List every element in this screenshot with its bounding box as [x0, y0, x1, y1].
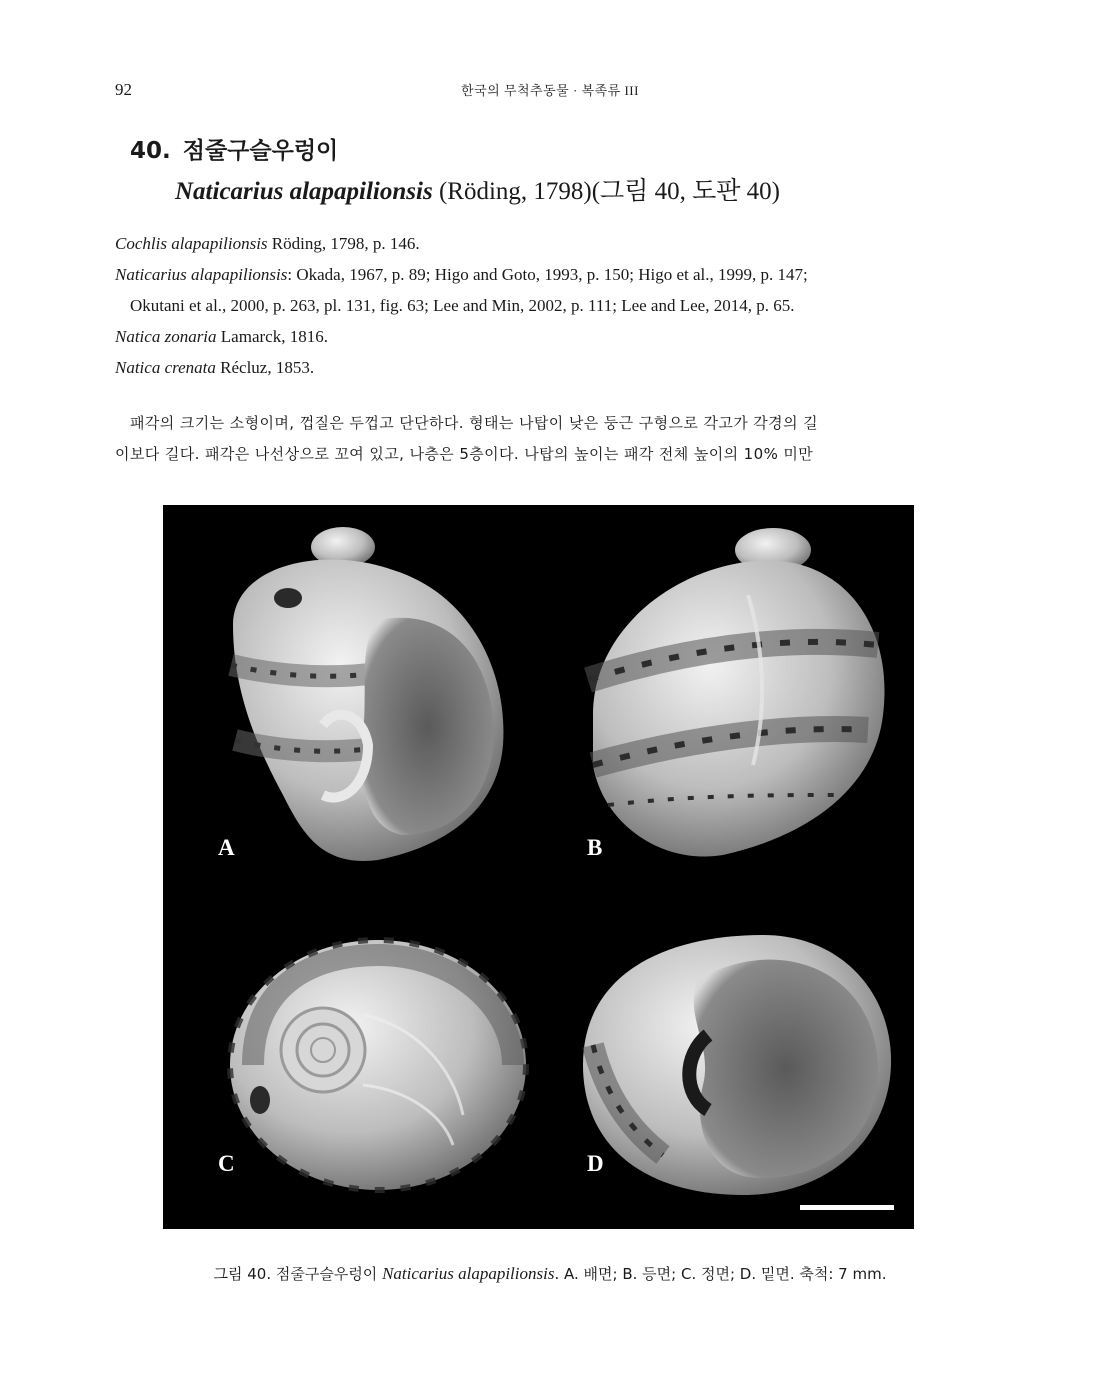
- panel-label-a: A: [218, 835, 235, 860]
- shell-figure-plate: [163, 505, 914, 1229]
- synonym-taxon: Naticarius alapapilionsis: [115, 265, 288, 284]
- figure-caption: [0, 1263, 1100, 1284]
- synonym-citation: Récluz, 1853.: [215, 358, 315, 377]
- synonym-entry: [115, 228, 995, 259]
- description-line: 이보다 길다. 패각은 나선상으로 꼬여 있고, 나층은 5층이다. 나탑의 높이는 패각 전체 높이의 10% 미만: [115, 445, 814, 463]
- caption-prefix: 그림 40. 점줄구슬우렁이: [213, 1265, 383, 1283]
- title-korean-line: [130, 132, 780, 165]
- synonymy-list: [115, 228, 995, 383]
- synonym-taxon: Natica zonaria: [115, 327, 217, 346]
- caption-scientific-name: Naticarius alapapilionsis: [382, 1264, 555, 1283]
- shell-a: [231, 527, 503, 861]
- synonym-entry-continued: [115, 290, 995, 321]
- synonym-citation: Röding, 1798, p. 146.: [267, 234, 420, 253]
- caption-views: . A. 배면; B. 등면; C. 정면; D. 밑면. 축척: 7 mm.: [554, 1265, 887, 1283]
- scale-bar: [800, 1205, 894, 1210]
- figure-plate-reference: (그림 40, 도판 40): [591, 178, 780, 205]
- synonym-taxon: Natica crenata: [115, 358, 216, 377]
- panel-label-b: B: [587, 835, 603, 860]
- synonym-entry: [115, 352, 995, 383]
- species-number: 40.: [130, 138, 171, 164]
- korean-name: 점줄구슬우렁이: [182, 138, 339, 164]
- panel-label-c: C: [218, 1151, 235, 1176]
- synonym-taxon: Cochlis alapapilionsis: [115, 234, 268, 253]
- panel-label-d: D: [587, 1151, 604, 1176]
- shell-c: [230, 940, 526, 1190]
- shell-d: [583, 935, 891, 1195]
- description-line: 패각의 크기는 소형이며, 껍질은 두껍고 단단하다. 형태는 나탑이 낮은 둥근 구형으로 각고가 각경의 길: [130, 414, 819, 432]
- running-header: 한국의 무척추동물 · 복족류 III: [461, 83, 639, 98]
- synonym-citation: Lamarck, 1816.: [216, 327, 328, 346]
- description-paragraph: [115, 408, 973, 470]
- shell-b: [588, 528, 885, 857]
- scientific-name: Naticarius alapapilionsis: [175, 178, 433, 205]
- shell-photographs: [163, 505, 914, 1229]
- synonym-entry: [115, 259, 995, 290]
- species-title: [130, 132, 780, 207]
- synonym-entry: [115, 321, 995, 352]
- page-number: 92: [115, 80, 132, 99]
- synonym-citation: Okutani et al., 2000, p. 263, pl. 131, fig. 63; Lee and Min, 2002, p. 111; Lee and Lee, 2014, p. 65.: [130, 296, 795, 315]
- synonym-citation: : Okada, 1967, p. 89; Higo and Goto, 1993, p. 150; Higo et al., 1999, p. 147;: [287, 265, 808, 284]
- title-scientific-line: [175, 171, 780, 207]
- author-year: (Röding, 1798): [438, 178, 592, 205]
